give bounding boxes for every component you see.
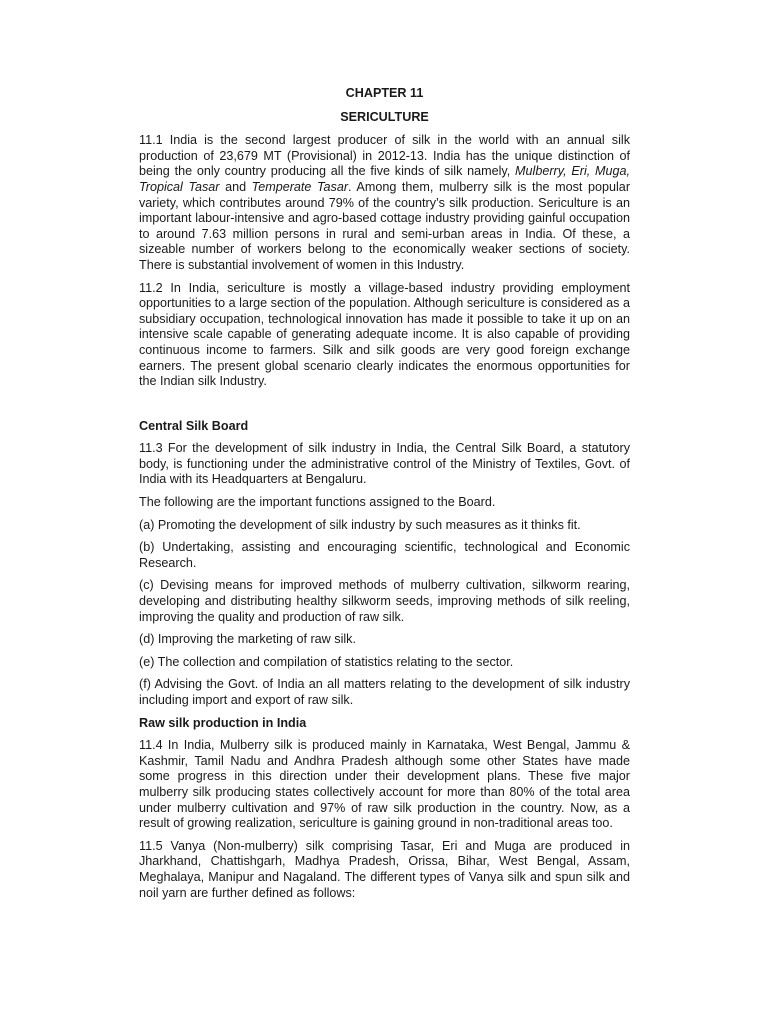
function-item-b: (b) Undertaking, assisting and encouraging scientific, technological and Economic Research.	[139, 540, 630, 570]
function-item-f: (f) Advising the Govt. of India an all matters relating to the development of silk industry including import and export of raw silk.	[139, 677, 630, 707]
function-item-d: (d) Improving the marketing of raw silk.	[139, 632, 356, 647]
paragraph-11-4: 11.4 In India, Mulberry silk is produced mainly in Karnataka, West Bengal, Jammu & Kashmir, Tamil Nadu and Andhra Pradesh although some other States have made some progress in this direction under their development plans. These five major mulberry silk producing states collectively account for more than 80% of the total area under mulberry cultivation and 97% of raw silk production in the country. Now, as a result of growing realization, sericulture is gaining ground in non-traditional areas too.	[139, 738, 630, 831]
paragraph-11-5: 11.5 Vanya (Non-mulberry) silk comprising Tasar, Eri and Muga are produced in Jharkhand, Chattishgarh, Madhya Pradesh, Orissa, Bihar, West Bengal, Assam, Meghalaya, Manipur and Nagaland. The different types of Vanya silk and spun silk and noil yarn are further defined as follows:	[139, 838, 630, 900]
paragraph-11-1-and: and	[219, 179, 252, 194]
function-item-c: (c) Devising means for improved methods of mulberry cultivation, silkworm rearing, developing and distributing healthy silkworm seeds, improving methods of silk reeling, improving the quality and production of raw silk.	[139, 578, 630, 624]
functions-intro: The following are the important functions assigned to the Board.	[139, 495, 496, 510]
paragraph-11-3: 11.3 For the development of silk industry in India, the Central Silk Board, a statutory body, is functioning under the administrative control of the Ministry of Textiles, Govt. of India with its Headquarters at Bengaluru.	[139, 441, 630, 487]
paragraph-11-1-text-a: 11.1 India is the second largest producer of silk in the world with an annual silk production of 23,679 MT (Provisional) in 2012-13. India has the unique distinction of being the only country producing all the five kinds of silk namely,	[139, 133, 630, 179]
heading-raw-silk-production: Raw silk production in India	[139, 715, 307, 730]
paragraph-11-2: 11.2 In India, sericulture is mostly a village-based industry providing employment opportunities to a large section of the population. Although sericulture is considered as a subsidiary occupation, technological innovation has made it possible to take it up on an intensive scale capable of generating adequate income. It is also capable of providing continuous income to farmers. Silk and silk goods are very good foreign exchange earners. The present global scenario clearly indicates the enormous opportunities for the Indian silk Industry.	[139, 280, 630, 389]
chapter-title: SERICULTURE	[340, 109, 429, 124]
paragraph-11-1-text-b: . Among them, mulberry silk is the most popular variety, which contributes around 79% of the country’s silk production. Sericulture is an important labour-intensive and agro-based cottage industry providing gainful occupation to around 7.63 million persons in rural and semi-urban areas in India. Of these, a sizeable number of workers belong to the economically weaker sections of society. There is substantial involvement of women in this Industry.	[139, 179, 631, 272]
silk-kinds-italic: Mulberry, Eri, Muga, Tropical Tasar	[139, 164, 630, 194]
function-item-a: (a) Promoting the development of silk industry by such measures as it thinks fit.	[139, 517, 581, 532]
heading-central-silk-board: Central Silk Board	[139, 418, 249, 433]
chapter-label: CHAPTER 11	[345, 86, 424, 100]
paragraph-11-1	[139, 133, 630, 273]
document-page	[139, 86, 630, 908]
temperate-tasar-italic: Temperate Tasar	[251, 179, 349, 194]
function-item-e: (e) The collection and compilation of statistics relating to the sector.	[139, 654, 514, 669]
